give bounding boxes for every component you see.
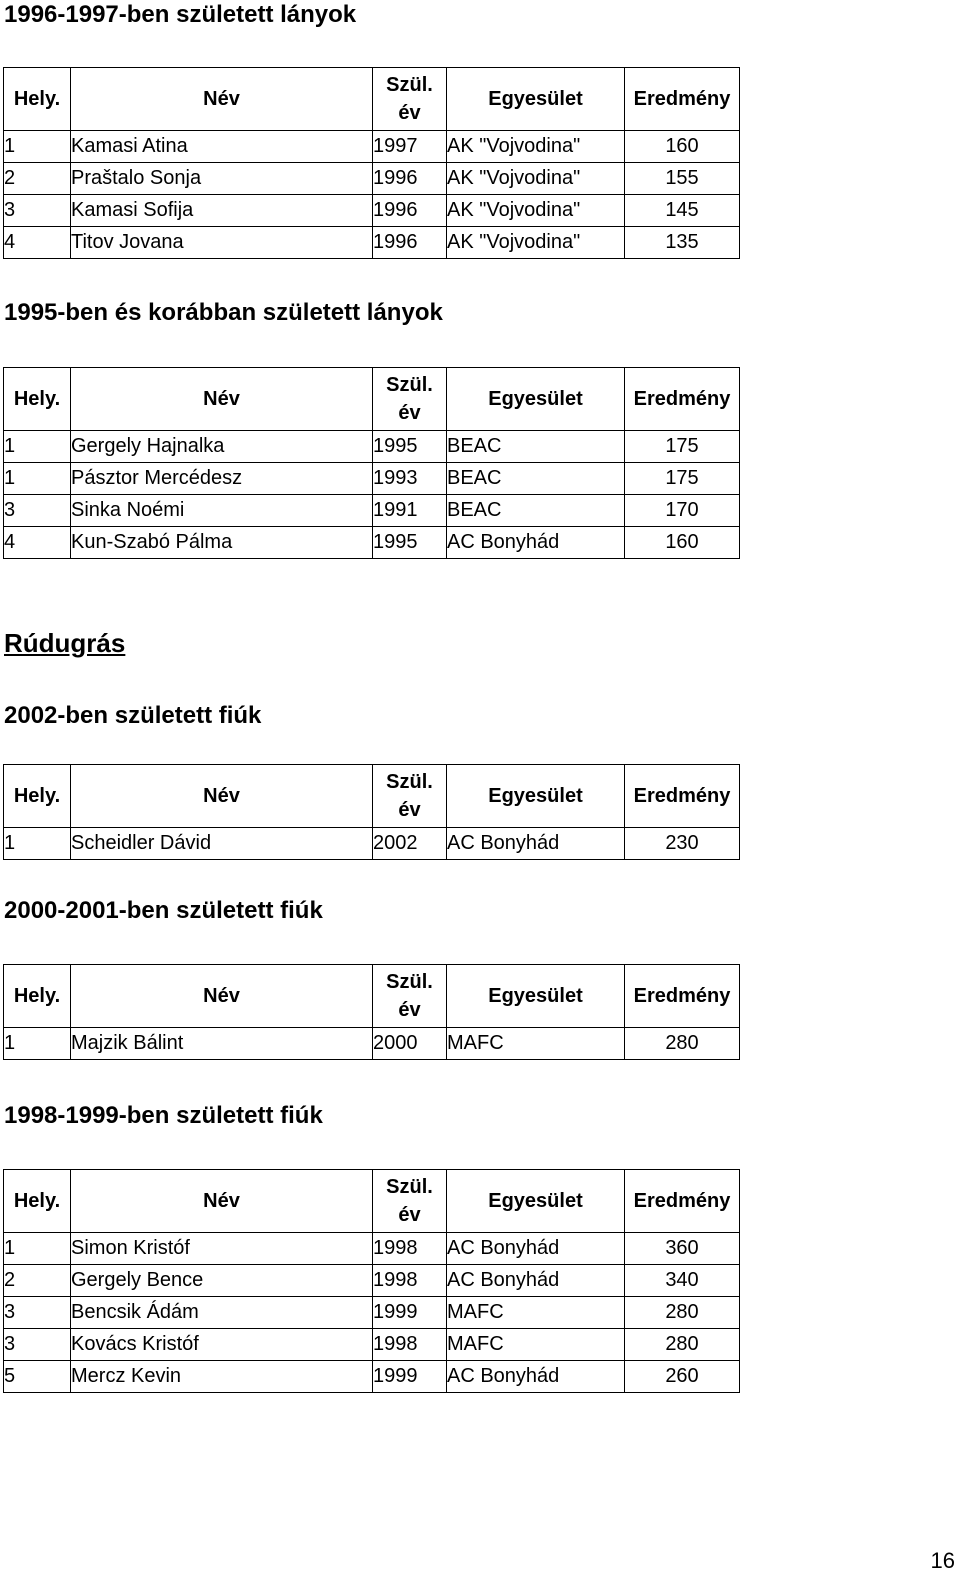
- cell-pos: 3: [4, 195, 71, 227]
- cell-pos: 4: [4, 527, 71, 559]
- cell-year: 1999: [373, 1297, 447, 1329]
- results-table: [3, 367, 740, 559]
- table-header-row: [4, 1170, 740, 1233]
- cell-year: 1995: [373, 431, 447, 463]
- header-year: [373, 68, 447, 131]
- header-pos: Hely.: [4, 765, 71, 828]
- header-year-line2: év: [398, 999, 421, 1021]
- group-heading: 2002-ben született fiúk: [4, 702, 262, 729]
- cell-name: Kamasi Atina: [71, 131, 373, 163]
- table-row: [4, 195, 740, 227]
- cell-pos: 3: [4, 495, 71, 527]
- cell-result: 160: [625, 527, 740, 559]
- header-year-line1: Szül.: [386, 1176, 433, 1198]
- cell-year: 1998: [373, 1233, 447, 1265]
- cell-name: Praštalo Sonja: [71, 163, 373, 195]
- cell-name: Kun-Szabó Pálma: [71, 527, 373, 559]
- header-name: Név: [71, 368, 373, 431]
- header-name: Név: [71, 1170, 373, 1233]
- cell-pos: 2: [4, 163, 71, 195]
- cell-year: 2000: [373, 1028, 447, 1060]
- cell-result: 135: [625, 227, 740, 259]
- table-row: [4, 463, 740, 495]
- cell-result: 230: [625, 828, 740, 860]
- header-club: Egyesület: [447, 68, 625, 131]
- cell-name: Scheidler Dávid: [71, 828, 373, 860]
- cell-name: Majzik Bálint: [71, 1028, 373, 1060]
- section-title: Rúdugrás: [4, 628, 126, 658]
- cell-pos: 1: [4, 463, 71, 495]
- cell-year: 1991: [373, 495, 447, 527]
- results-table: [3, 764, 740, 860]
- cell-year: 1996: [373, 195, 447, 227]
- header-year: [373, 368, 447, 431]
- results-table: [3, 67, 740, 259]
- header-result: Eredmény: [625, 68, 740, 131]
- cell-year: 1997: [373, 131, 447, 163]
- header-pos: Hely.: [4, 1170, 71, 1233]
- table-row: [4, 1329, 740, 1361]
- header-pos: Hely.: [4, 68, 71, 131]
- cell-club: BEAC: [447, 495, 625, 527]
- cell-name: Simon Kristóf: [71, 1233, 373, 1265]
- header-club: Egyesület: [447, 368, 625, 431]
- cell-year: 1998: [373, 1329, 447, 1361]
- cell-pos: 1: [4, 431, 71, 463]
- results-table: [3, 1169, 740, 1393]
- table-row: [4, 828, 740, 860]
- cell-club: MAFC: [447, 1297, 625, 1329]
- header-year: [373, 965, 447, 1028]
- header-year-line1: Szül.: [386, 74, 433, 96]
- header-result: Eredmény: [625, 368, 740, 431]
- cell-name: Kamasi Sofija: [71, 195, 373, 227]
- header-club: Egyesület: [447, 765, 625, 828]
- table-row: [4, 1233, 740, 1265]
- header-name: Név: [71, 765, 373, 828]
- table-row: [4, 1028, 740, 1060]
- cell-club: MAFC: [447, 1329, 625, 1361]
- results-table: [3, 964, 740, 1060]
- cell-name: Mercz Kevin: [71, 1361, 373, 1393]
- header-pos: Hely.: [4, 965, 71, 1028]
- header-result: Eredmény: [625, 1170, 740, 1233]
- cell-result: 280: [625, 1028, 740, 1060]
- table-row: [4, 131, 740, 163]
- cell-result: 175: [625, 463, 740, 495]
- cell-name: Kovács Kristóf: [71, 1329, 373, 1361]
- header-name: Név: [71, 68, 373, 131]
- header-result: Eredmény: [625, 965, 740, 1028]
- group-heading: 2000-2001-ben született fiúk: [4, 897, 323, 924]
- cell-pos: 1: [4, 131, 71, 163]
- cell-result: 360: [625, 1233, 740, 1265]
- header-year-line1: Szül.: [386, 971, 433, 993]
- table-header-row: [4, 965, 740, 1028]
- cell-club: MAFC: [447, 1028, 625, 1060]
- cell-year: 1999: [373, 1361, 447, 1393]
- cell-result: 155: [625, 163, 740, 195]
- cell-club: AC Bonyhád: [447, 1233, 625, 1265]
- cell-club: AK "Vojvodina": [447, 163, 625, 195]
- header-year: [373, 1170, 447, 1233]
- cell-result: 260: [625, 1361, 740, 1393]
- cell-result: 280: [625, 1329, 740, 1361]
- cell-club: BEAC: [447, 463, 625, 495]
- table-row: [4, 227, 740, 259]
- cell-pos: 1: [4, 1028, 71, 1060]
- cell-club: AC Bonyhád: [447, 1361, 625, 1393]
- page-number: 16: [930, 1548, 955, 1573]
- header-year-line2: év: [398, 1204, 421, 1226]
- cell-name: Titov Jovana: [71, 227, 373, 259]
- cell-pos: 3: [4, 1329, 71, 1361]
- cell-pos: 1: [4, 828, 71, 860]
- cell-year: 1995: [373, 527, 447, 559]
- group-heading: 1998-1999-ben született fiúk: [4, 1102, 323, 1129]
- cell-club: AK "Vojvodina": [447, 195, 625, 227]
- cell-result: 160: [625, 131, 740, 163]
- cell-pos: 5: [4, 1361, 71, 1393]
- cell-pos: 4: [4, 227, 71, 259]
- table-header-row: [4, 765, 740, 828]
- cell-year: 1996: [373, 163, 447, 195]
- cell-year: 1998: [373, 1265, 447, 1297]
- cell-result: 145: [625, 195, 740, 227]
- group-heading: 1995-ben és korábban született lányok: [4, 299, 443, 326]
- header-year-line2: év: [398, 402, 421, 424]
- cell-name: Pásztor Mercédesz: [71, 463, 373, 495]
- cell-club: AC Bonyhád: [447, 1265, 625, 1297]
- cell-club: BEAC: [447, 431, 625, 463]
- cell-pos: 2: [4, 1265, 71, 1297]
- table-header-row: [4, 68, 740, 131]
- table-row: [4, 431, 740, 463]
- cell-result: 340: [625, 1265, 740, 1297]
- cell-result: 280: [625, 1297, 740, 1329]
- cell-club: AK "Vojvodina": [447, 131, 625, 163]
- group-heading: 1996-1997-ben született lányok: [4, 1, 357, 28]
- header-year-line2: év: [398, 102, 421, 124]
- cell-name: Gergely Hajnalka: [71, 431, 373, 463]
- cell-year: 2002: [373, 828, 447, 860]
- cell-club: AK "Vojvodina": [447, 227, 625, 259]
- cell-name: Sinka Noémi: [71, 495, 373, 527]
- cell-club: AC Bonyhád: [447, 828, 625, 860]
- table-row: [4, 1297, 740, 1329]
- cell-pos: 1: [4, 1233, 71, 1265]
- header-year-line1: Szül.: [386, 771, 433, 793]
- table-row: [4, 495, 740, 527]
- table-row: [4, 163, 740, 195]
- header-year: [373, 765, 447, 828]
- header-year-line1: Szül.: [386, 374, 433, 396]
- cell-year: 1993: [373, 463, 447, 495]
- cell-club: AC Bonyhád: [447, 527, 625, 559]
- cell-name: Bencsik Ádám: [71, 1297, 373, 1329]
- header-year-line2: év: [398, 799, 421, 821]
- header-club: Egyesület: [447, 965, 625, 1028]
- header-result: Eredmény: [625, 765, 740, 828]
- cell-result: 175: [625, 431, 740, 463]
- cell-name: Gergely Bence: [71, 1265, 373, 1297]
- table-row: [4, 1265, 740, 1297]
- table-header-row: [4, 368, 740, 431]
- cell-year: 1996: [373, 227, 447, 259]
- table-row: [4, 527, 740, 559]
- cell-pos: 3: [4, 1297, 71, 1329]
- header-pos: Hely.: [4, 368, 71, 431]
- cell-result: 170: [625, 495, 740, 527]
- header-club: Egyesület: [447, 1170, 625, 1233]
- table-row: [4, 1361, 740, 1393]
- header-name: Név: [71, 965, 373, 1028]
